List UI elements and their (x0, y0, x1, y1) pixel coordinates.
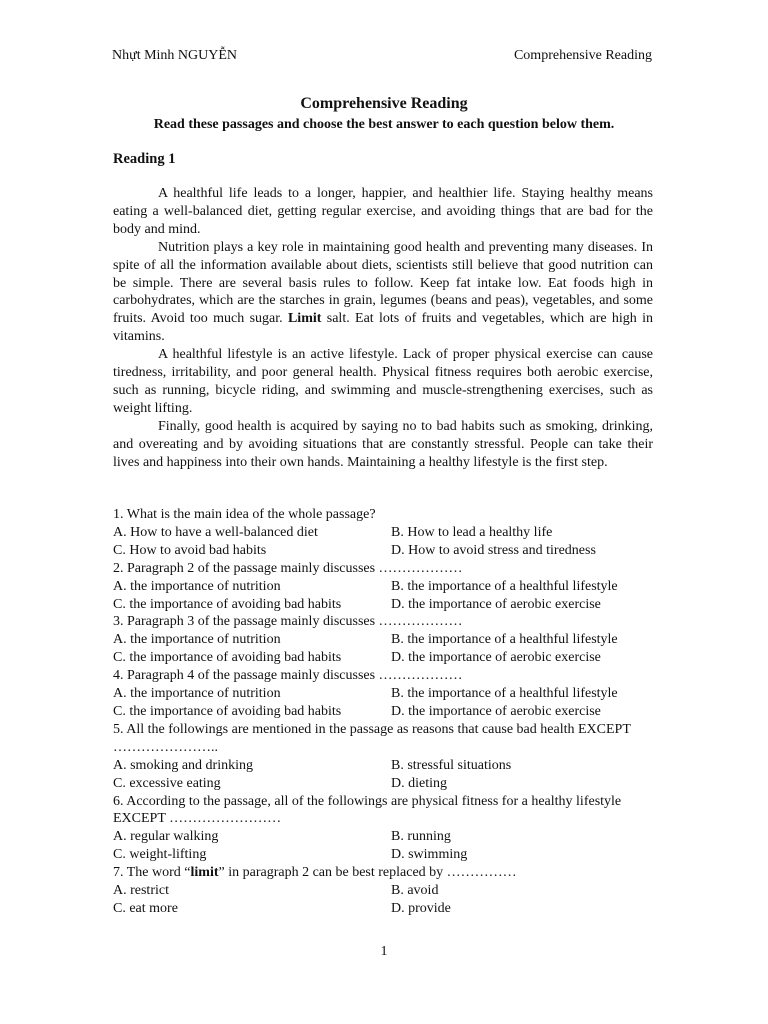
option-c: C. How to avoid bad habits (113, 542, 267, 558)
option-a: A. regular walking (113, 829, 219, 845)
option-c: C. the importance of avoiding bad habits (113, 596, 342, 612)
option-a: A. smoking and drinking (113, 757, 253, 773)
paragraph-2-bold-word: Limit (287, 311, 322, 327)
section-title: Reading 1 (113, 151, 176, 167)
option-a: A. the importance of nutrition (113, 632, 281, 648)
question-5 (113, 721, 658, 793)
option-d: D. the importance of aerobic exercise (391, 703, 601, 719)
option-b: B. the importance of a healthful lifestyle (391, 686, 618, 702)
option-b: B. the importance of a healthful lifestyle (391, 632, 618, 648)
question-stem: 2. Paragraph 2 of the passage mainly discusses ……………… (113, 560, 463, 576)
option-a: A. How to have a well-balanced diet (113, 524, 318, 540)
paragraph-2-text-b: salt. Eat lots of fruits and vegetables, which are high in vitamins. (113, 311, 654, 345)
question-3 (113, 613, 658, 667)
option-b: B. avoid (391, 883, 439, 899)
paragraph-1: A healthful life leads to a longer, happier, and healthier life. Staying healthy means eating a well-balanced diet, getting regular exercise, and avoiding things that are bad for the body and mind. (113, 186, 653, 237)
option-d: D. swimming (391, 847, 468, 863)
option-b: B. the importance of a healthful lifestyle (391, 578, 618, 594)
option-a: A. the importance of nutrition (113, 686, 281, 702)
question-stem: 1. What is the main idea of the whole passage? (113, 507, 376, 522)
option-c: C. eat more (113, 900, 178, 916)
page-number: 1 (380, 944, 388, 959)
option-b: B. running (391, 829, 451, 845)
paragraph-2 (113, 239, 653, 346)
question-stem: 6. According to the passage, all of the followings are physical fitness for a healthy lifestyle EXCEPT …………………… (113, 793, 622, 827)
question-stem-bold-word: limit (190, 865, 219, 881)
option-c: C. excessive eating (113, 775, 221, 791)
question-4 (113, 667, 658, 721)
question-6 (113, 793, 658, 865)
question-list (113, 506, 658, 918)
question-7 (113, 864, 658, 918)
paragraph-3: A healthful lifestyle is an active lifestyle. Lack of proper physical exercise can cause tiredness, irritability, and poor general health. Physical fitness requires both aerobic exercise, such as running, bicycle riding, and swimming and muscle-strengthening exercises, such as weight lifting. (113, 347, 653, 416)
page-title: Comprehensive Reading (300, 95, 468, 112)
option-b: B. stressful situations (391, 757, 512, 773)
paragraph-4: Finally, good health is acquired by saying no to bad habits such as smoking, drinking, and overeating and by avoiding situations that are constantly stressful. People can take their lives and happiness into their own hands. Maintaining a healthy lifestyle is the first step. (113, 418, 653, 470)
header-course: Comprehensive Reading (513, 48, 652, 63)
question-stem: 3. Paragraph 3 of the passage mainly discusses ……………… (113, 614, 463, 630)
reading-passage (113, 185, 653, 472)
option-d: D. the importance of aerobic exercise (391, 650, 601, 666)
option-b: B. How to lead a healthy life (391, 524, 553, 540)
option-a: A. restrict (113, 883, 169, 899)
question-1 (113, 506, 658, 560)
option-a: A. the importance of nutrition (113, 578, 281, 594)
header-author: Nhựt Minh NGUYỄN (112, 48, 238, 63)
question-2 (113, 560, 658, 614)
question-stem (113, 864, 658, 882)
option-d: D. the importance of aerobic exercise (391, 596, 601, 612)
option-c: C. the importance of avoiding bad habits (113, 650, 342, 666)
option-d: D. dieting (391, 775, 447, 791)
paragraph-2-text-a: Nutrition plays a key role in maintaining good health and preventing many diseases. In spite of all the information available about diets, scientists still believe that good nutrition can be simple. There are several basis rules to follow. Keep fat intake low. Eat foods high in carbohydrates, which are the starches in grain, legumes (beans and peas), vegetables, and some fruits. Avoid too much sugar. (113, 239, 653, 327)
question-stem: 5. All the followings are mentioned in the passage as reasons that cause bad health EXCEPT ………………….. (113, 721, 631, 755)
question-stem-pre: 7. The word “ (113, 865, 191, 881)
option-c: C. the importance of avoiding bad habits (113, 703, 342, 719)
option-c: C. weight-lifting (113, 847, 207, 863)
instructions: Read these passages and choose the best answer to each question below them. (153, 117, 615, 132)
question-stem: 4. Paragraph 4 of the passage mainly discusses ……………… (113, 668, 463, 684)
question-stem-post: ” in paragraph 2 can be best replaced by …………… (218, 865, 517, 881)
option-d: D. provide (391, 900, 451, 916)
option-d: D. How to avoid stress and tiredness (391, 542, 596, 558)
